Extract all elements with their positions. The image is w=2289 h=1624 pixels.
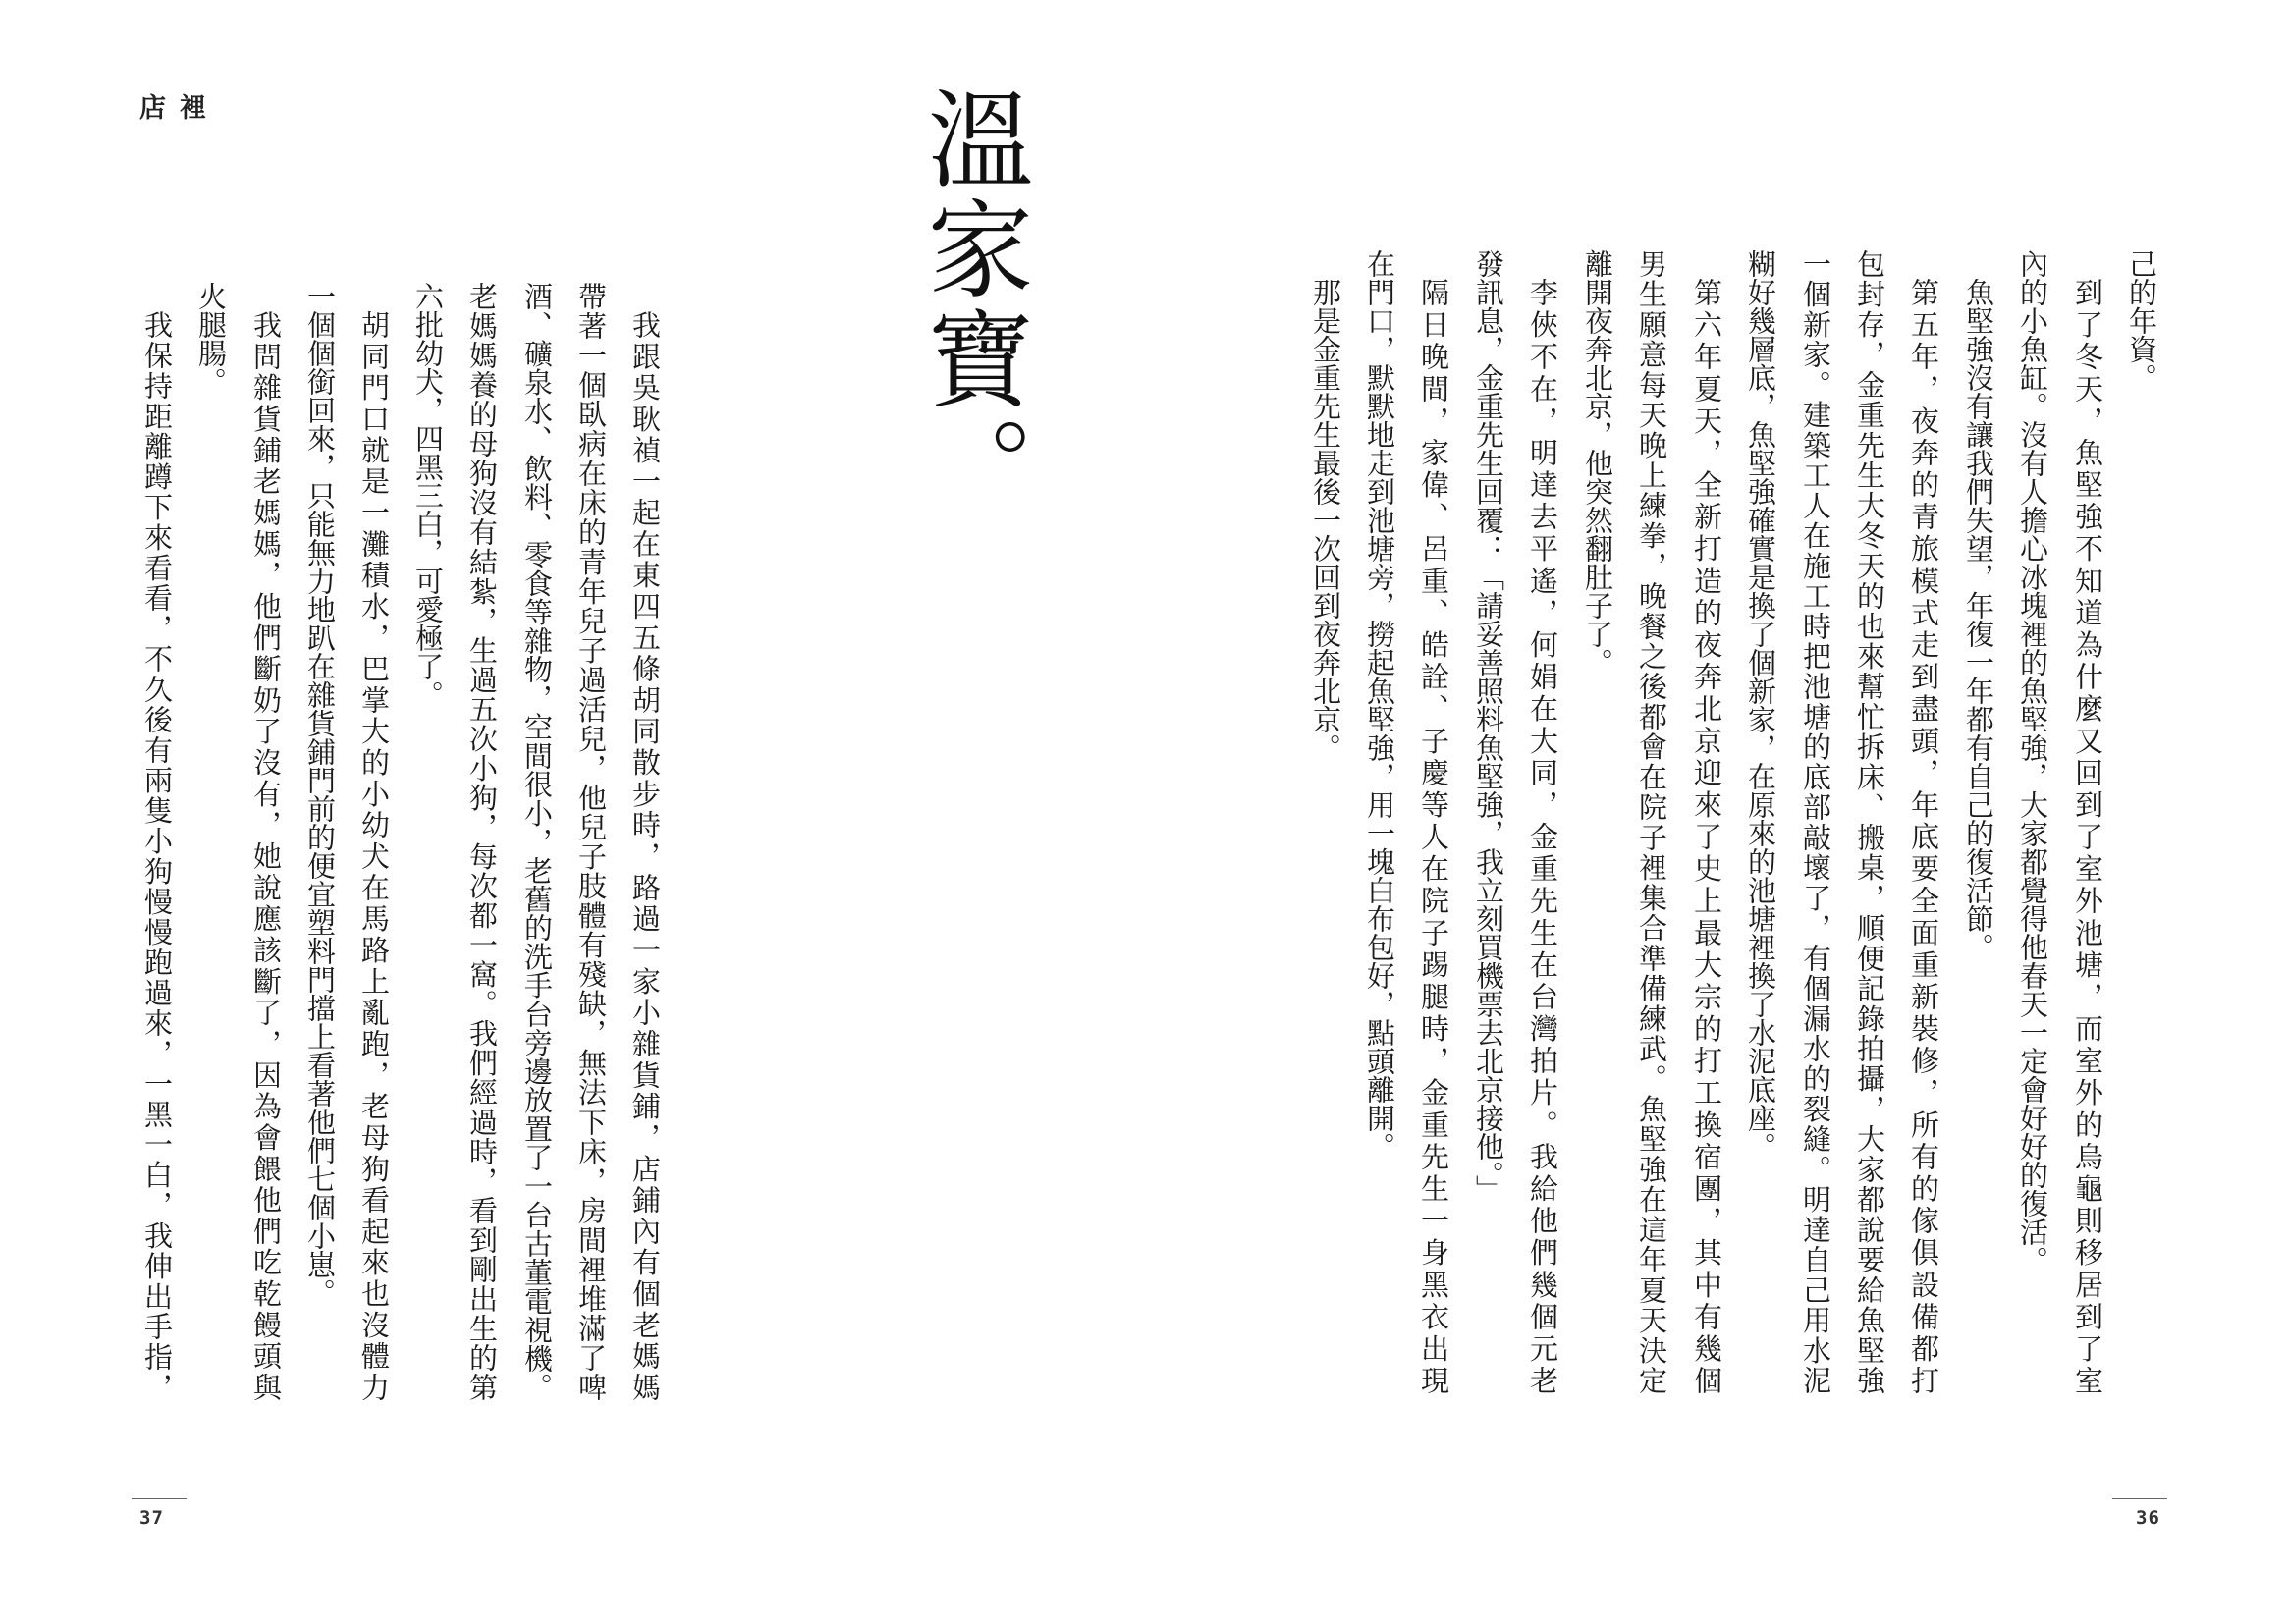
text-column: 李俠不在，明達去平遙，何娟在大同，金重先生在台灣拍片。我給他們幾個元老 [1526,278,1559,1394]
text-column: 糊好幾層底，魚堅強確實是換了個新家，在原來的池塘裡換了水泥底座。 [1744,249,1777,1161]
text-column: 己的年資。 [2125,249,2158,392]
text-column: 酒、礦泉水、飲料、零食等雜物，空間很小，老舊的洗手台旁邊放置了一台古董電視機。 [520,282,554,1401]
text-column: 第六年夏天，全新打造的夜奔北京迎來了史上最大宗的打工換宿團，其中有幾個 [1690,278,1723,1394]
text-column: 老媽媽養的母狗沒有結紮，生過五次小狗，每次都一窩。我們經過時，看到剛出生的第 [465,282,499,1401]
text-column: 到了冬天，魚堅強不知道為什麼又回到了室外池塘，而室外的烏龜則移居到了室 [2071,278,2104,1394]
text-column: 我跟吳耿禎一起在東四五條胡同散步時，路過一家小雜貨鋪，店鋪內有個老媽媽 [628,310,662,1401]
text-column: 火腿腸。 [194,282,228,396]
text-column: 我問雜貨鋪老媽媽，他們斷奶了沒有，她說應該斷了，因為會餵他們吃乾饅頭與 [249,310,283,1401]
text-column: 隔日晚間，家偉、呂重、皓詮、子慶等人在院子踢腿時，金重先生一身黑衣出現 [1417,278,1450,1394]
page-number: 37 [139,1507,164,1529]
text-column: 內的小魚缸。沒有人擔心冰塊裡的魚堅強，大家都覺得他春天一定會好好的復活。 [2016,249,2049,1274]
text-column: 我保持距離蹲下來看看，不久後有兩隻小狗慢慢跑過來，一黑一白，我伸出手指， [140,310,174,1401]
folio-rule [2112,1498,2167,1499]
text-column: 六批幼犬，四黑三白，可愛極了。 [411,282,445,709]
text-column: 帶著一個臥病在床的青年兒子過活兒，他兒子肢體有殘缺，無法下床，房間裡堆滿了啤 [574,282,608,1401]
text-column: 一個新家。建築工人在施工時把池塘的底部敲壞了，有個漏水的裂縫。明達自己用水泥 [1799,249,1832,1394]
text-column: 第五年，夜奔的青旅模式走到盡頭，年底要全面重新裝修，所有的傢俱設備都打 [1907,278,1940,1394]
text-column: 一個個銜回來，只能無力地趴在雜貨鋪門前的便宜塑料門擋上看著他們七個小崽。 [303,282,337,1307]
text-column: 魚堅強沒有讓我們失望，年復一年都有自己的復活節。 [1962,278,1995,961]
text-column: 包封存，金重先生大冬天的也來幫忙拆床、搬桌，順便記錄拍攝，大家都說要給魚堅強 [1853,249,1886,1394]
text-column: 離開夜奔北京，他突然翻肚子了。 [1581,249,1614,677]
chapter-title: 溫家寶。 [909,84,1032,524]
page-number: 36 [2136,1507,2160,1529]
text-column: 胡同門口就是一灘積水，巴掌大的小幼犬在馬路上亂跑，老母狗看起來也沒體力 [357,310,391,1401]
text-column: 在門口，默默地走到池塘旁，撈起魚堅強，用一塊白布包好，點頭離開。 [1363,249,1396,1161]
text-column: 發訊息，金重先生回覆：「請妥善照料魚堅強，我立刻買機票去北京接他。」 [1472,249,1505,1204]
running-title: 店裡 [139,93,220,124]
text-column: 男生願意每天晚上練拳，晚餐之後都會在院子裡集合準備練武。魚堅強在這年夏天決定 [1635,249,1668,1394]
page-number-right [2112,1498,2169,1529]
text-column: 那是金重先生最後一次回到夜奔北京。 [1309,278,1342,762]
